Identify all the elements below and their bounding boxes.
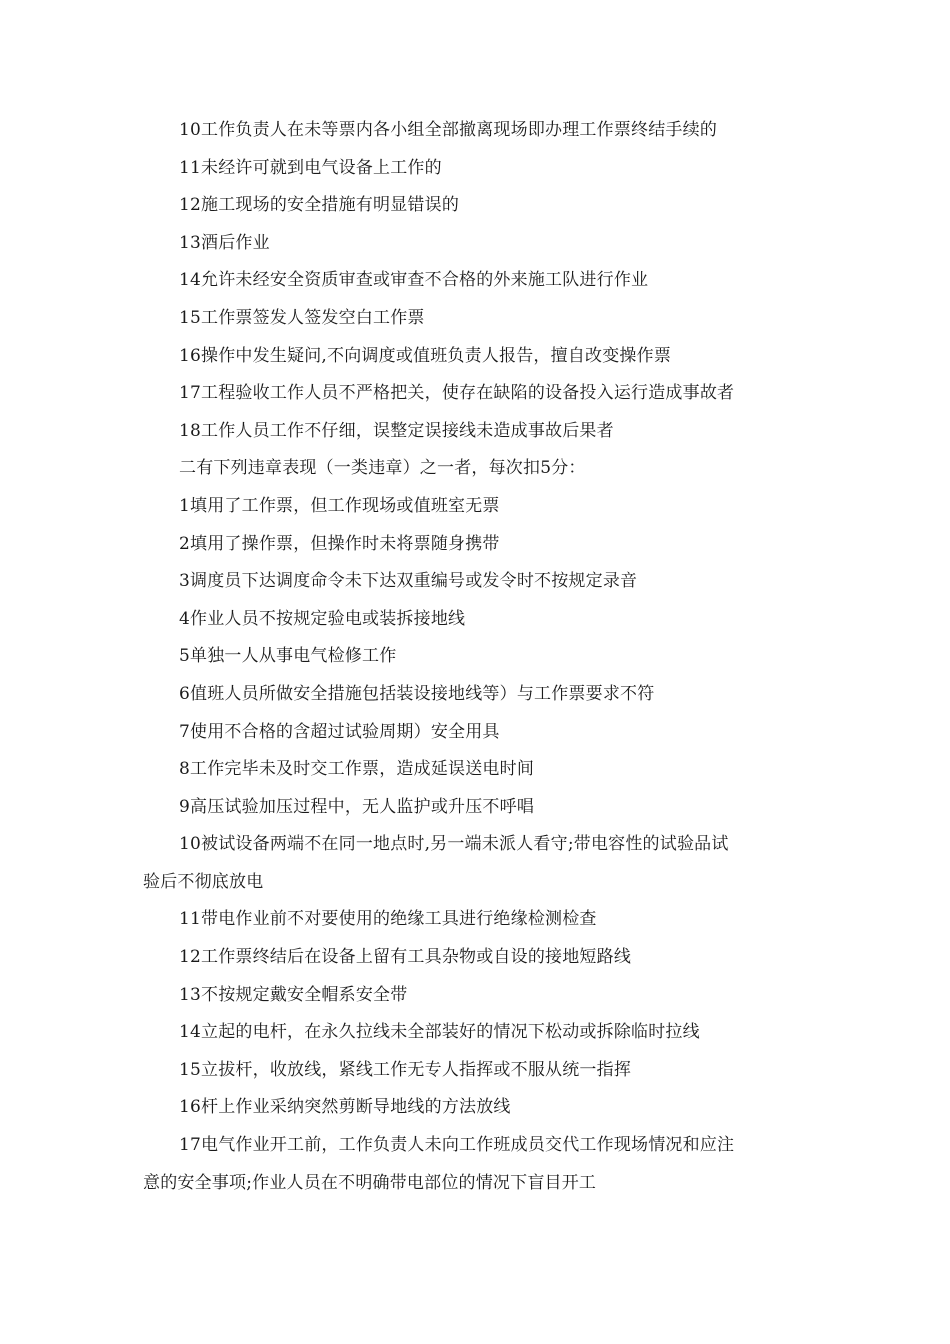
text-line: 17电气作业开工前，工作负责人未向工作班成员交代工作现场情况和应注 (179, 1135, 735, 1156)
text-line: 17工程验收工作人员不严格把关，使存在缺陷的设备投入运行造成事故者 (179, 383, 735, 404)
text-line: 13酒后作业 (179, 232, 270, 253)
text-line: 3调度员下达调度命令未下达双重编号或发令时不按规定录音 (179, 571, 638, 592)
text-line: 12施工现场的安全措施有明显错误的 (179, 195, 460, 216)
text-line: 18工作人员工作不仔细，误整定误接线未造成事故后果者 (179, 420, 614, 441)
text-line: 8工作完毕未及时交工作票，造成延误送电时间 (179, 759, 535, 780)
text-line: 12工作票终结后在设备上留有工具杂物或自设的接地短路线 (179, 947, 632, 968)
text-line: 9高压试验加压过程中，无人监护或升压不呼唱 (179, 796, 535, 817)
section-heading: 二有下列违章表现（一类违章）之一者，每次扣5分： (179, 458, 586, 479)
text-line-continuation: 意的安全事项;作业人员在不明确带电部位的情况下盲目开工 (143, 1172, 597, 1193)
text-line: 13不按规定戴安全帽系安全带 (179, 984, 408, 1005)
text-line: 15立拔杆，收放线，紧线工作无专人指挥或不服从统一指挥 (179, 1059, 632, 1080)
text-line: 11未经许可就到电气设备上工作的 (179, 157, 442, 178)
text-line: 1填用了工作票，但工作现场或值班室无票 (179, 495, 500, 516)
text-line: 14允许未经安全资质审查或审查不合格的外来施工队进行作业 (179, 270, 649, 291)
text-line: 10工作负责人在未等票内各小组全部撤离现场即办理工作票终结手续的 (179, 120, 718, 140)
text-line: 16杆上作业采纳突然剪断导地线的方法放线 (179, 1097, 511, 1118)
document-body (143, 112, 823, 1202)
text-line-continuation: 验后不彻底放电 (143, 871, 264, 892)
text-line: 2填用了操作票，但操作时未将票随身携带 (179, 533, 500, 554)
text-line: 6值班人员所做安全措施包括装设接地线等）与工作票要求不符 (179, 683, 655, 704)
text-line: 11带电作业前不对要使用的绝缘工具进行绝缘检测检查 (179, 909, 597, 930)
text-line: 16操作中发生疑问,不向调度或值班负责人报告，擅自改变操作票 (179, 345, 672, 366)
text-line: 5单独一人从事电气检修工作 (179, 646, 397, 667)
text-line: 10被试设备两端不在同一地点时,另一端未派人看守;带电容性的试验品试 (179, 834, 729, 855)
text-line: 4作业人员不按规定验电或装拆接地线 (179, 608, 466, 629)
text-line: 7使用不合格的含超过试验周期）安全用具 (179, 721, 500, 742)
text-line: 15工作票签发人签发空白工作票 (179, 307, 425, 328)
text-line: 14立起的电杆，在永久拉线未全部装好的情况下松动或拆除临时拉线 (179, 1022, 700, 1043)
